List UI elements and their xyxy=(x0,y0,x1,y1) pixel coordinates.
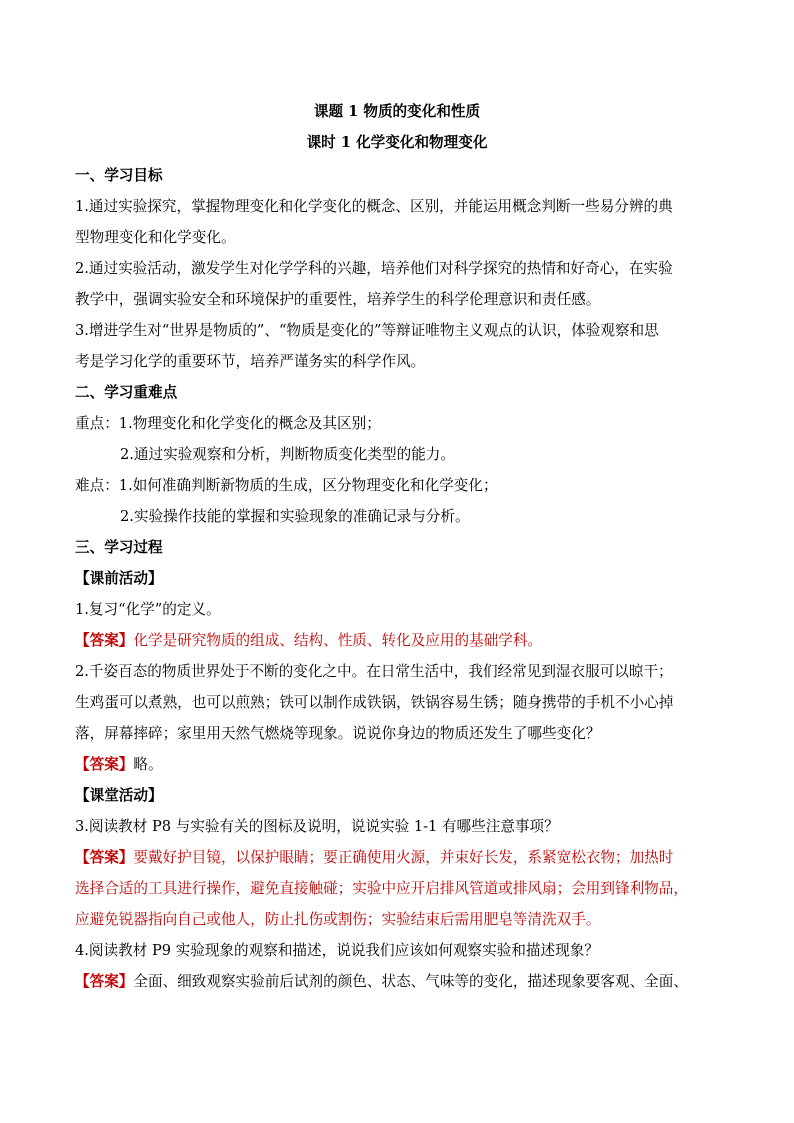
difficulty-2: 2.实验操作技能的掌握和实验现象的准确记录与分析。 xyxy=(120,508,470,525)
answer-1 xyxy=(75,630,725,652)
key-point-2: 2.通过实验观察和分析，判断物质变化类型的能力。 xyxy=(120,446,455,463)
goal-3-line-1: 3.增进学生对“世界是物质的”、“物质是变化的”等辩证唯物主义观点的认识，体验观察和思 xyxy=(75,322,659,339)
pre-class-activity-label: 【课前活动】 xyxy=(75,570,163,587)
answer-3-line-3: 应避免锐器指向自己或他人，防止扎伤或割伤；实验结束后需用肥皂等清洗双手。 xyxy=(75,911,601,928)
answer-4-text-1: 全面、细致观察实验前后试剂的颜色、状态、气味等的变化，描述现象要客观、全面、 xyxy=(133,973,688,990)
question-2-line-3: 落，屏幕摔碎；家里用天然气燃烧等现象。说说你身边的物质还发生了哪些变化？ xyxy=(75,725,601,742)
goal-2-line-2: 教学中，强调实验安全和环境保护的重要性，培养学生的科学伦理意识和责任感。 xyxy=(75,291,601,308)
goal-1-line-2: 型物理变化和化学变化。 xyxy=(75,229,236,246)
section-heading-key-points: 二、学习重难点 xyxy=(75,384,178,401)
answer-tag: 【答案】 xyxy=(75,756,134,773)
section-heading-process: 三、学习过程 xyxy=(75,539,163,556)
document-title: 课题 1 物质的变化和性质 xyxy=(313,103,481,120)
question-1: 1.复习“化学”的定义。 xyxy=(75,601,221,618)
goal-3-line-2: 考是学习化学的重要环节，培养严谨务实的科学作风。 xyxy=(75,353,426,370)
difficulty-1: 难点：1.如何准确判断新物质的生成，区分物理变化和化学变化； xyxy=(75,477,498,494)
goal-2-line-1: 2.通过实验活动，激发学生对化学学科的兴趣，培养他们对科学探究的热情和好奇心，在实验 xyxy=(75,260,673,277)
lesson-subtitle: 课时 1 化学变化和物理变化 xyxy=(306,134,488,151)
question-2-line-2: 生鸡蛋可以煮熟，也可以煎熟；铁可以制作成铁锅，铁锅容易生锈；随身携带的手机不小心掉 xyxy=(75,694,674,711)
answer-3-line-2: 选择合适的工具进行操作，避免直接触碰；实验中应开启排风管道或排风扇；会用到锋利物品， xyxy=(75,880,688,897)
answer-tag: 【答案】 xyxy=(75,973,134,990)
goal-1-line-1: 1.通过实验探究，掌握物理变化和化学变化的概念、区别，并能运用概念判断一些易分辨的典 xyxy=(75,198,673,215)
in-class-activity-label: 【课堂活动】 xyxy=(75,787,163,804)
answer-3-text-1: 要戴好护目镜，以保护眼睛；要正确使用火源，并束好长发，系紧宽松衣物；加热时 xyxy=(133,849,674,866)
answer-4-line-1 xyxy=(75,971,725,993)
section-heading-goals: 一、学习目标 xyxy=(75,167,163,184)
answer-1-text: 化学是研究物质的组成、结构、性质、转化及应用的基础学科。 xyxy=(133,632,543,649)
answer-2-text: 略。 xyxy=(133,756,163,773)
question-4: 4.阅读教材 P9 实验现象的观察和描述，说说我们应该如何观察实验和描述现象？ xyxy=(75,942,599,959)
answer-tag: 【答案】 xyxy=(75,849,134,866)
answer-3-line-1 xyxy=(75,847,725,869)
answer-tag: 【答案】 xyxy=(75,632,134,649)
answer-2 xyxy=(75,754,725,776)
question-3: 3.阅读教材 P8 与实验有关的图标及说明，说说实验 1-1 有哪些注意事项？ xyxy=(75,818,559,835)
question-2-line-1: 2.千姿百态的物质世界处于不断的变化之中。在日常生活中，我们经常见到湿衣服可以晾干； xyxy=(75,663,673,680)
key-point-1: 重点：1.物理变化和化学变化的概念及其区别； xyxy=(75,415,381,432)
